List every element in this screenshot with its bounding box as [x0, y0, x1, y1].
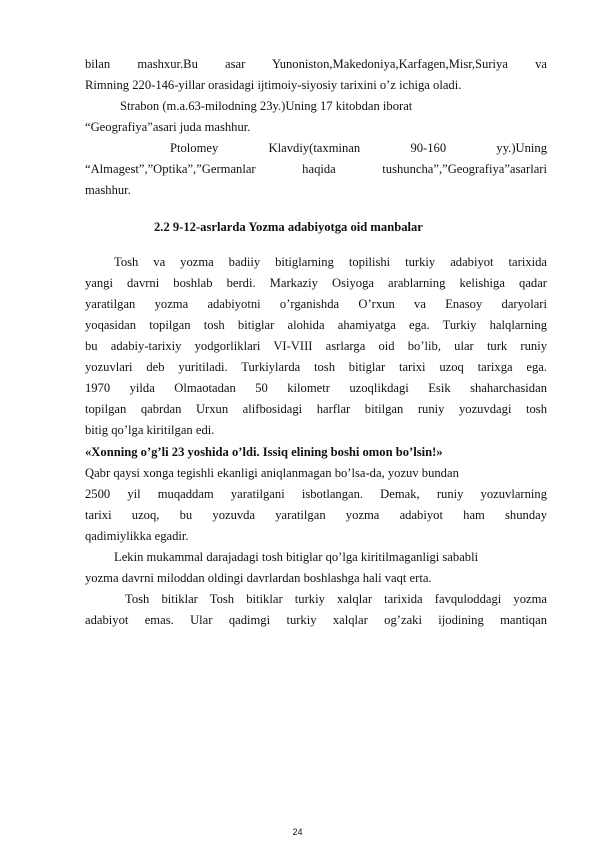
page-number: 24 — [292, 827, 303, 837]
text-line: Lekin mukammal darajadagi tosh bitiglar qo’lga kiritilmaganligi sababli — [114, 550, 479, 564]
text-line: yozma davrni miloddan oldingi davrlardan boshlashga hali vaqt erta. — [85, 571, 432, 585]
text-line: yaratilgan yozma adabiyotni o’rganishda O’rxun va Enasoy daryolari — [85, 297, 547, 311]
text-line: Tosh bitiklar Tosh bitiklar turkiy xalqlar tarixida favquloddagi yozma — [125, 592, 547, 606]
text-line: “Geografiya”asari juda mashhur. — [85, 120, 251, 134]
text-line: bilan mashxur.Bu asar Yunoniston,Makedoniya,Karfagen,Misr,Suriya va — [85, 57, 547, 71]
text-line: 2500 yil muqaddam yaratilgani isbotlangan. Demak, runiy yozuvlarning — [85, 487, 547, 501]
text-line: Ptolomey Klavdiy(taxminan 90-160 yy.)Uning — [170, 141, 547, 155]
text-line: adabiyot emas. Ular qadimgi turkiy xalqlar og’zaki ijodining mantiqan — [85, 613, 547, 627]
text-line: “Almagest”,”Optika”,”Germanlar haqida tushuncha”,”Geografiya”asarlari — [85, 162, 547, 176]
text-line: qadimiylikka egadir. — [85, 529, 189, 543]
text-line: Rimning 220-146-yillar orasidagi ijtimoiy-siyosiy tarixini o’z ichiga oladi. — [85, 78, 462, 92]
text-line: topilgan qabrdan Urxun alifbosidagi harflar bitilgan runiy yozuvdagi tosh — [85, 402, 547, 416]
section-heading: 2.2 9-12-asrlarda Yozma adabiyotga oid manbalar — [154, 220, 423, 234]
text-line: Qabr qaysi xonga tegishli ekanligi aniqlanmagan bo’lsa-da, yozuv bundan — [85, 466, 459, 480]
text-line: yangi davrni boshlab berdi. Markaziy Osiyoga arablarning kelishiga qadar — [85, 276, 547, 290]
text-line: bitig qo’lga kiritilgan edi. — [85, 423, 215, 437]
inscription-quote: «Xonning o’g’li 23 yoshida o’ldi. Issiq elining boshi omon bo’lsin!» — [85, 445, 443, 459]
text-line: mashhur. — [85, 183, 131, 197]
text-line: Strabon (m.a.63-milodning 23y.)Uning 17 kitobdan iborat — [120, 99, 413, 113]
text-line: yozuvlari deb yuritiladi. Turkiylarda tosh bitiglar tarixi uzoq tarixga ega. — [85, 360, 547, 374]
text-line: Tosh va yozma badiiy bitiglarning topilishi turkiy adabiyot tarixida — [114, 255, 547, 269]
text-line: bu adabiy-tarixiy yodgorliklari VI-VIII asrlarga oid bo’lib, ular turk runiy — [85, 339, 547, 353]
text-line: yoqasidan topilgan tosh bitiglar alohida ahamiyatga ega. Turkiy halqlarning — [85, 318, 547, 332]
text-line: 1970 yilda Olmaotadan 50 kilometr uzoqlikdagi Esik shaharchasidan — [85, 381, 547, 395]
text-line: tarixi uzoq, bu yozuvda yaratilgan yozma adabiyot ham shunday — [85, 508, 547, 522]
